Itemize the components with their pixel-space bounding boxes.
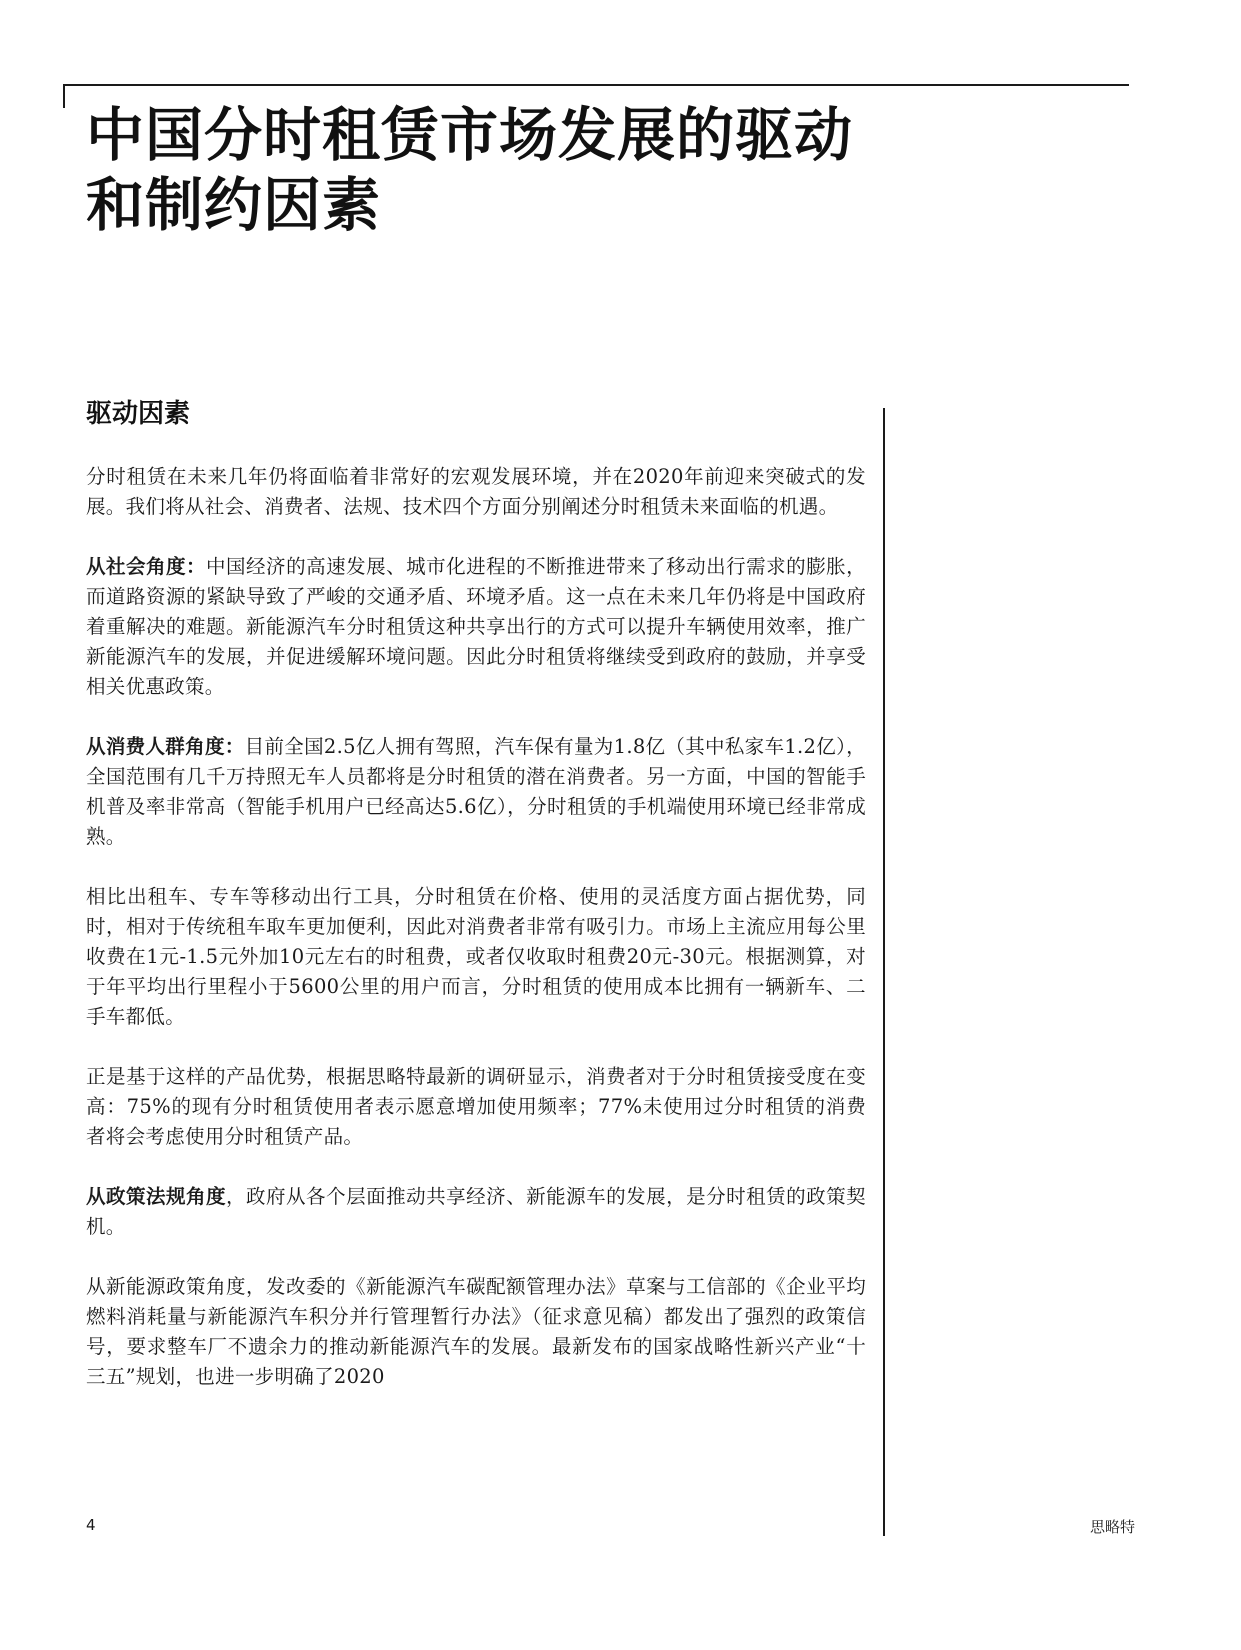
section-heading: 驱动因素 [86, 399, 191, 429]
page-title [86, 100, 986, 240]
paragraph-survey: 正是基于这样的产品优势，根据思略特最新的调研显示，消费者对于分时租赁接受度在变高：75%的现有分时租赁使用者表示愿意增加使用频率；77%未使用过分时租赁的消费者将会考虑使用分时租赁产品。 [86, 1065, 866, 1148]
footer-brand: 思略特 [1089, 1518, 1135, 1536]
paragraph-policy [86, 1182, 866, 1242]
paragraph-comparison: 相比出租车、专车等移动出行工具，分时租赁在价格、使用的灵活度方面占据优势，同时，相对于传统租车取车更加便利，因此对消费者非常有吸引力。市场上主流应用每公里收费在1元-1.5元外加10元左右的时租费，或者仅收取时租费20元-30元。根据测算，对于年平均出行里程小于5600公里的用户而言，分时租赁的使用成本比拥有一辆新车、二手车都低。 [86, 885, 866, 1028]
paragraph-text: 政府从各个层面推动共享经济、新能源车的发展，是分时租赁的政策契机。 [86, 1185, 866, 1238]
paragraph-lead: 从政策法规角度 [86, 1185, 227, 1208]
paragraph-lead-separator: ， [226, 1185, 247, 1208]
title-line-2: 和制约因素 [86, 171, 382, 239]
paragraph-text: 目前全国2.5亿人拥有驾照，汽车保有量为1.8亿（其中私家车1.2亿），全国范围有几千万持照无车人员都将是分时租赁的潜在消费者。另一方面，中国的智能手机普及率非常高（智能手机用户已经高达5.6亿），分时租赁的手机端使用环境已经非常成熟。 [86, 735, 866, 848]
column-divider [883, 408, 885, 1536]
paragraph-consumer [86, 732, 866, 852]
paragraph-nev-policy: 从新能源政策角度，发改委的《新能源汽车碳配额管理办法》草案与工信部的《企业平均燃料消耗量与新能源汽车积分并行管理暂行办法》（征求意见稿）都发出了强烈的政策信号，要求整车厂不遗余力的推动新能源汽车的发展。最新发布的国家战略性新兴产业“十三五”规划，也进一步明确了2020 [86, 1275, 866, 1388]
paragraph-text: 中国经济的高速发展、城市化进程的不断推进带来了移动出行需求的膨胀，而道路资源的紧缺导致了严峻的交通矛盾、环境矛盾。这一点在未来几年仍将是中国政府着重解决的难题。新能源汽车分时租赁这种共享出行的方式可以提升车辆使用效率，推广新能源汽车的发展，并促进缓解环境问题。因此分时租赁将继续受到政府的鼓励，并享受相关优惠政策。 [86, 555, 866, 698]
top-rule [63, 84, 1129, 86]
paragraph-social [86, 552, 866, 702]
paragraph-lead-separator: ： [224, 735, 245, 758]
paragraph-intro: 分时租赁在未来几年仍将面临着非常好的宏观发展环境，并在2020年前迎来突破式的发展。我们将从社会、消费者、法规、技术四个方面分别阐述分时租赁未来面临的机遇。 [86, 465, 866, 518]
title-line-1: 中国分时租赁市场发展的驱动 [86, 101, 854, 169]
paragraph-lead: 从社会角度 [86, 555, 187, 578]
body-text [86, 462, 866, 1422]
paragraph-lead-separator: ： [186, 555, 207, 578]
top-corner-tick [63, 84, 65, 108]
page-number: 4 [86, 1516, 96, 1534]
paragraph-lead: 从消费人群角度 [86, 735, 225, 758]
